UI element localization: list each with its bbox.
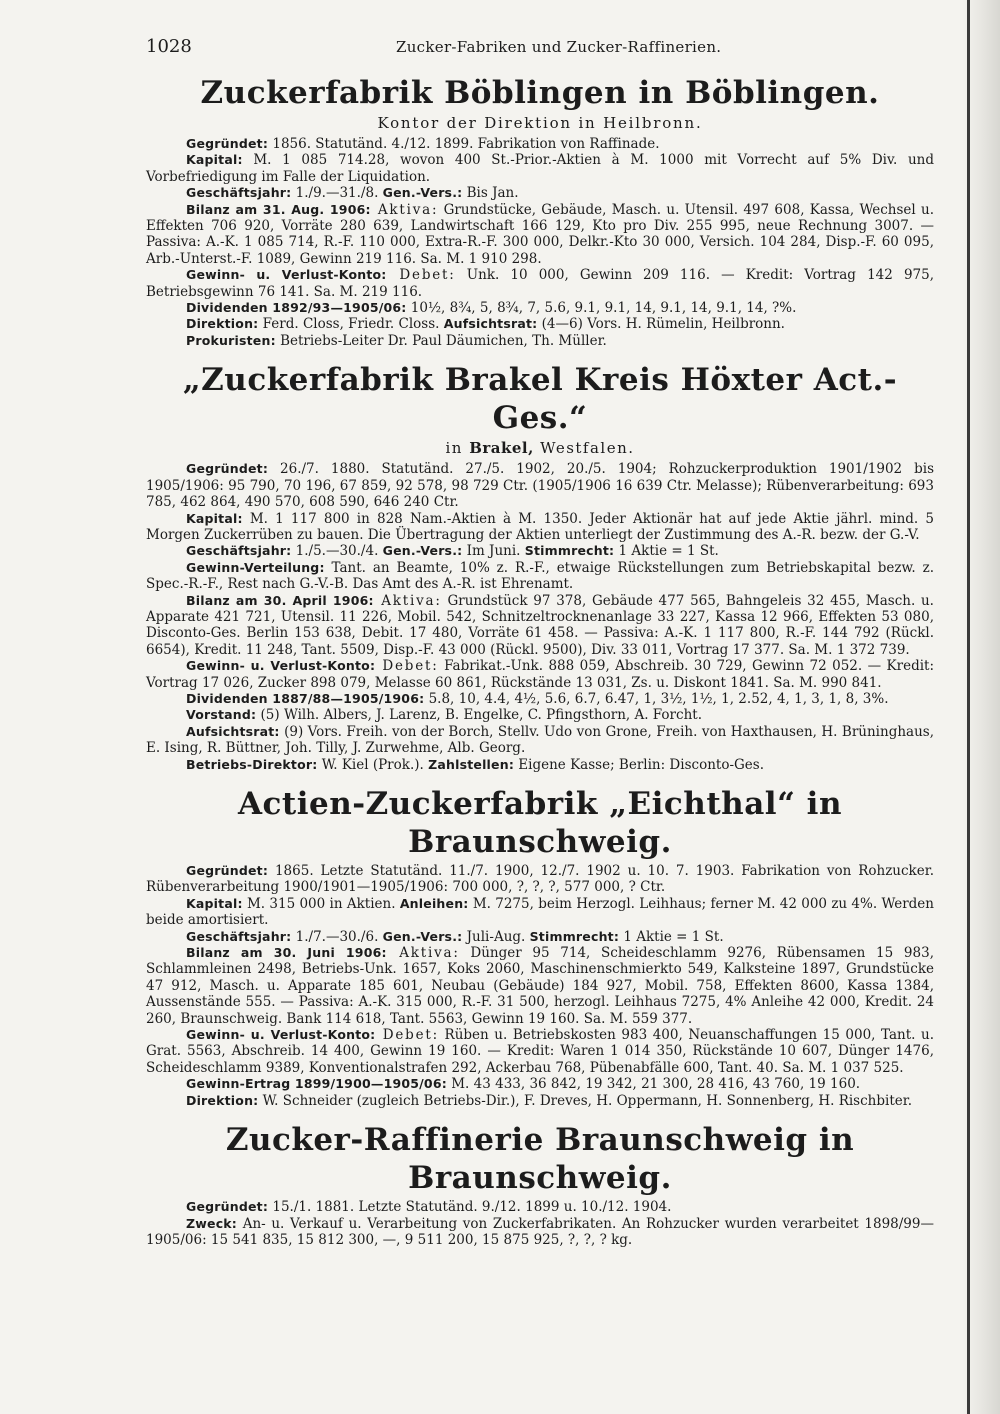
entry-profit-loss: Gewinn- u. Verlust-Konto: Debet: Rüben u. Betriebskosten 983 400, Neuanschaffungen 15 000, Tant. u. Grat. 5563, Abschreib. 14 400, Gewinn 19 160. — Kredit: Waren 1 014 350, Rückstände 10 607, Dünger 1476, Scheideschlamm 9389, Konventionalstrafen 292, Ackerbau 768, Pübenabfälle 600, Tant. 40. Sa. M. 1 037 525. — [146, 1027, 934, 1076]
entry-founded: Gegründet: 1865. Letzte Statutänd. 11./7. 1900, 12./7. 1902 u. 10. 7. 1903. Fabrikation von Rohzucker. Rübenverarbeitung 1900/1901—1905/1906: 700 000, ?, ?, ?, 577 000, ? Ctr. — [146, 863, 934, 896]
entry-balance: Bilanz am 30. April 1906: Aktiva: Grundstück 97 378, Gebäude 477 565, Bahngeleis 32 455, Masch. u. Apparate 421 721, Utensil. 11 226, Mobil. 542, Schnitzeltrocknenanlage 33 227, Kassa 12 966, Effekten 53 080, Disconto-Ges. Berlin 153 638, Debit. 17 480, Vorräte 61 458. — Passiva: A.-K. 1 117 800, R.-F. 144 792 (Rückl. 6654), Kredit. 11 248, Tant. 5509, Disp.-F. 43 000 (Rückl. 9500), Div. 33 011, Vortrag 17 377. Sa. M. 1 372 739. — [146, 592, 934, 658]
document-page — [146, 36, 934, 1260]
entry-balance: Bilanz am 31. Aug. 1906: Aktiva: Grundstücke, Gebäude, Masch. u. Utensil. 497 608, Kassa, Wechsel u. Effekten 706 920, Vorräte 280 639, Landwirtschaft 166 129, Kto pro Div. 255 995, neue Rechnung 3007. — Passiva: A.-K. 1 085 714, R.-F. 110 000, Extra-R.-F. 300 000, Delkr.-Kto 30 000, Versich. 104 284, Disp.-F. 60 095, Arb.-Unterst.-F. 1089, Gewinn 219 116. Sa. M. 1 910 298. — [146, 201, 935, 267]
company-subtitle: in Brakel, Westfalen. — [445, 439, 635, 458]
entry-direction: Direktion: W. Schneider (zugleich Betriebs-Dir.), F. Dreves, H. Oppermann, H. Sonnenberg, H. Rischbiter. — [186, 1092, 912, 1109]
entry-supervisory-board: Aufsichtsrat: (9) Vors. Freih. von der Borch, Stellv. Udo von Grone, Freih. von Haxthausen, H. Brüninghaus, E. Ising, R. Büttner, Joh. Tilly, J. Zurwehme, Alb. Georg. — [146, 723, 934, 757]
company-title: Zucker-Raffinerie Braunschweig in Braunschweig. — [225, 1122, 855, 1197]
entry-dividends: Dividenden 1887/88—1905/1906: 5.8, 10, 4.4, 4½, 5.6, 6.7, 6.47, 1, 3½, 1½, 1, 2.52, 4, 1, 3, 1, 8, 3%. — [186, 690, 889, 707]
running-title: Zucker-Fabriken und Zucker-Raffinerien. — [396, 38, 722, 56]
company-entry-raffinerie — [146, 1121, 934, 1248]
entry-prokuristen: Prokuristen: Betriebs-Leiter Dr. Paul Däumichen, Th. Müller. — [186, 332, 607, 349]
entry-profit-yield: Gewinn-Ertrag 1899/1900—1905/06: M. 43 433, 36 842, 19 342, 21 300, 28 416, 43 760, 19 160. — [186, 1076, 861, 1093]
entry-profit-distribution: Gewinn-Verteilung: Tant. an Beamte, 10% z. R.-F., etwaige Rückstellungen zum Betriebskapital bezw. z. Spec.-R.-F., Rest nach G.-V.-B. Das Amt des A.-R. ist Ehrenamt. — [146, 559, 934, 593]
entry-capital: Kapital: M. 1 085 714.28, wovon 400 St.-Prior.-Aktien à M. 1000 mit Vorrecht auf 5% Div. und Vorbefriedigung im Falle der Liquidation. — [146, 152, 934, 185]
company-entry-boeblingen — [146, 74, 934, 349]
entry-capital: Kapital: M. 315 000 in Aktien. Anleihen: M. 7275, beim Herzogl. Leihhaus; ferner M. 42 000 zu 4%. Werden beide amortisiert. — [146, 895, 934, 929]
company-entry-eichthal — [146, 785, 934, 1109]
entry-fiscal-year: Geschäftsjahr: 1./5.—30./4. Gen.-Vers.: Im Juni. Stimmrecht: 1 Aktie = 1 St. — [186, 543, 719, 560]
company-entry-brakel — [146, 361, 934, 773]
entry-balance: Bilanz am 30. Juni 1906: Aktiva: Dünger 95 714, Scheideschlamm 9276, Rübensamen 15 983, Schlammleinen 2498, Betriebs-Unk. 1657, Koks 2060, Maschinenschmierkto 549, Kalksteine 1897, Grundstücke 47 912, Masch. u. Apparate 185 601, Neubau (Gebäude) 184 927, Mobil. 758, Effekten 8600, Kassa 1384, Aussenstände 555. — Passiva: A.-K. 315 000, R.-F. 31 500, herzogl. Leihhaus 7275, 4% Anleihe 42 000, Kredit. 24 260, Braunschweig. Bank 114 618, Tant. 5563, Gewinn 19 160. Sa. M. 559 377. — [146, 945, 934, 1027]
entry-dividends: Dividenden 1892/93—1905/06: 10½, 8¾, 5, 8¾, 7, 5.6, 9.1, 9.1, 14, 9.1, 14, 9.1, 14, ?%. — [186, 300, 797, 317]
company-title: „Zuckerfabrik Brakel Kreis Höxter Act.-Ges.“ — [182, 362, 898, 437]
entry-capital: Kapital: M. 1 117 800 in 828 Nam.-Aktien à M. 1350. Jeder Aktionär hat auf jede Aktie jährl. mind. 5 Morgen Zuckerrüben zu bauen. Die Übertragung der Aktien unterliegt der Zustimmung des A.-R. bezw. der G.-V. — [146, 510, 934, 543]
company-subtitle: Kontor der Direktion in Heilbronn. — [377, 114, 703, 132]
entry-founded: Gegründet: 15./1. 1881. Letzte Statutänd. 9./12. 1899 u. 10./12. 1904. — [186, 1199, 672, 1216]
entry-operations-director: Betriebs-Direktor: W. Kiel (Prok.). Zahlstellen: Eigene Kasse; Berlin: Disconto-Ges. — [186, 756, 764, 773]
company-title: Actien-Zuckerfabrik „Eichthal“ in Braunschweig. — [237, 786, 843, 860]
page-number: 1028 — [146, 36, 192, 57]
entry-founded: Gegründet: 1856. Statutänd. 4./12. 1899. Fabrikation von Raffinade. — [186, 136, 660, 152]
entry-fiscal-year: Geschäftsjahr: 1./7.—30./6. Gen.-Vers.: Juli-Aug. Stimmrecht: 1 Aktie = 1 St. — [186, 928, 724, 945]
page-edge-line — [967, 0, 970, 1414]
entry-profit-loss: Gewinn- u. Verlust-Konto: Debet: Unk. 10 000, Gewinn 209 116. — Kredit: Vortrag 142 975, Betriebsgewinn 76 141. Sa. M. 219 116. — [146, 267, 935, 300]
entry-purpose: Zweck: An- u. Verkauf u. Verarbeitung von Zuckerfabrikaten. An Rohzucker wurden verarbeitet 1898/99—1905/06: 15 541 835, 15 812 300, —, 9 511 200, 15 875 925, ?, ?, ? kg. — [146, 1215, 934, 1248]
entry-direction: Direktion: Ferd. Closs, Friedr. Closs. Aufsichtsrat: (4—6) Vors. H. Rümelin, Heilbronn. — [186, 316, 785, 333]
entry-founded: Gegründet: 26./7. 1880. Statutänd. 27./5. 1902, 20./5. 1904; Rohzuckerproduktion 1901/1902 bis 1905/1906: 95 790, 70 196, 67 859, 92 578, 98 729 Ctr. (1905/1906 16 639 Ctr. Melasse); Rübenverarbeitung: 693 785, 462 864, 490 570, 608 590, 646 240 Ctr. — [146, 461, 934, 511]
entry-fiscal-year: Geschäftsjahr: 1./9.—31./8. Gen.-Vers.: Bis Jan. — [186, 185, 519, 202]
company-title: Zuckerfabrik Böblingen in Böblingen. — [200, 75, 880, 111]
entry-profit-loss: Gewinn- u. Verlust-Konto: Debet: Fabrikat.-Unk. 888 059, Abschreib. 30 729, Gewinn 72 052. — Kredit: Vortrag 17 026, Zucker 898 079, Melasse 60 861, Rückstände 13 031, Zs. u. Diskont 1841. Sa. M. 990 841. — [146, 658, 935, 691]
entry-board: Vorstand: (5) Wilh. Albers, J. Larenz, B. Engelke, C. Pfingsthorn, A. Forcht. — [186, 707, 702, 724]
running-header — [146, 36, 934, 70]
